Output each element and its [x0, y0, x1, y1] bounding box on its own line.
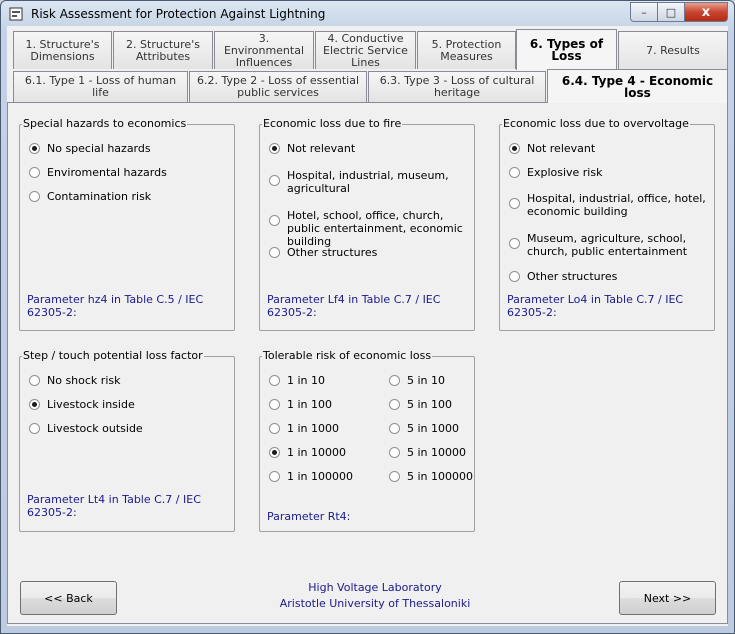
subtab-type2[interactable]: 6.2. Type 2 - Loss of essential public services	[189, 71, 367, 102]
radio-indicator	[509, 143, 520, 154]
radio-fire-hospital[interactable]	[269, 169, 464, 195]
app-icon	[9, 7, 23, 21]
radio-environmental-hazards[interactable]	[29, 166, 167, 179]
maximize-button[interactable]: □	[657, 2, 684, 22]
radio-indicator	[269, 215, 280, 226]
radio-label: Museum, agriculture, school, church, public entertainment	[527, 232, 688, 258]
radio-indicator	[269, 375, 280, 386]
radio-label: Enviromental hazards	[47, 166, 167, 179]
radio-indicator	[389, 375, 400, 386]
tab-types-of-loss[interactable]: 6. Types of Loss	[516, 29, 617, 70]
param-hz4: Parameter hz4 in Table C.5 / IEC 62305-2:	[27, 293, 204, 319]
radio-indicator	[389, 447, 400, 458]
radio-indicator	[509, 238, 520, 249]
radio-indicator	[509, 198, 520, 209]
radio-fire-hotel[interactable]	[269, 209, 464, 248]
radio-label: 1 in 100	[287, 398, 333, 411]
radio-label: 5 in 10	[407, 374, 446, 387]
radio-overvoltage-museum[interactable]	[509, 232, 709, 258]
radio-indicator	[29, 399, 40, 410]
radio-indicator	[29, 167, 40, 178]
radio-overvoltage-not-relevant[interactable]	[509, 142, 595, 155]
radio-indicator	[269, 175, 280, 186]
title-bar[interactable]	[1, 1, 734, 27]
param-lt4: Parameter Lt4 in Table C.7 / IEC 62305-2:	[27, 493, 201, 519]
radio-indicator	[29, 423, 40, 434]
back-button[interactable]: << Back	[20, 581, 117, 615]
radio-overvoltage-other[interactable]	[509, 270, 617, 283]
radio-label: Livestock outside	[47, 422, 143, 435]
radio-label: 5 in 100	[407, 398, 453, 411]
tab-conductive-lines[interactable]: 4. Conductive Electric Service Lines	[315, 31, 416, 69]
radio-1-in-10000[interactable]	[269, 446, 346, 459]
radio-5-in-100[interactable]	[389, 398, 452, 411]
radio-fire-other[interactable]	[269, 246, 377, 259]
radio-indicator	[269, 143, 280, 154]
subtab-type1[interactable]: 6.1. Type 1 - Loss of human life	[13, 71, 188, 102]
radio-label: 5 in 1000	[407, 422, 460, 435]
radio-no-shock-risk[interactable]	[29, 374, 120, 387]
subtab-type4[interactable]: 6.4. Type 4 - Economic loss	[547, 69, 728, 103]
radio-label: Other structures	[527, 270, 618, 283]
radio-label: Explosive risk	[527, 166, 603, 179]
radio-label: Other structures	[287, 246, 378, 259]
radio-indicator	[269, 423, 280, 434]
radio-contamination-risk[interactable]	[29, 190, 151, 203]
radio-indicator	[269, 447, 280, 458]
radio-label: 1 in 10000	[287, 446, 347, 459]
group-caption: Economic loss due to fire	[263, 117, 402, 130]
group-caption: Special hazards to economics	[23, 117, 187, 130]
radio-indicator	[509, 271, 520, 282]
radio-indicator	[269, 471, 280, 482]
radio-indicator	[509, 167, 520, 178]
radio-label: No special hazards	[47, 142, 151, 155]
lab-name: High Voltage Laboratory	[308, 581, 442, 594]
radio-5-in-1000[interactable]	[389, 422, 459, 435]
radio-overvoltage-hospital[interactable]	[509, 192, 709, 218]
param-rt4: Parameter Rt4:	[267, 510, 351, 523]
radio-label: No shock risk	[47, 374, 121, 387]
window-title: Risk Assessment for Protection Against Lightning	[31, 7, 326, 21]
radio-indicator	[29, 191, 40, 202]
group-caption: Tolerable risk of economic loss	[263, 349, 432, 362]
radio-label: Contamination risk	[47, 190, 152, 203]
radio-indicator	[269, 247, 280, 258]
radio-fire-not-relevant[interactable]	[269, 142, 355, 155]
radio-label: 1 in 10	[287, 374, 326, 387]
radio-1-in-100000[interactable]	[269, 470, 353, 483]
radio-label: Hotel, school, office, church, public entertainment, economic building	[287, 209, 463, 248]
radio-indicator	[389, 471, 400, 482]
tab-structure-dimensions[interactable]: 1. Structure's Dimensions	[13, 31, 112, 69]
radio-indicator	[269, 399, 280, 410]
radio-5-in-10000[interactable]	[389, 446, 466, 459]
university-name: Aristotle University of Thessaloniki	[279, 597, 471, 610]
radio-5-in-10[interactable]	[389, 374, 445, 387]
param-lf4: Parameter Lf4 in Table C.7 / IEC 62305-2:	[267, 293, 441, 319]
radio-indicator	[389, 423, 400, 434]
radio-label: Not relevant	[527, 142, 596, 155]
radio-label: Hospital, industrial, office, hotel, economic building	[527, 192, 706, 218]
radio-1-in-100[interactable]	[269, 398, 332, 411]
tab-structure-attributes[interactable]: 2. Structure's Attributes	[113, 31, 213, 69]
next-button[interactable]: Next >>	[619, 581, 716, 615]
radio-1-in-10[interactable]	[269, 374, 325, 387]
radio-livestock-inside[interactable]	[29, 398, 135, 411]
radio-indicator	[29, 143, 40, 154]
radio-label: 1 in 1000	[287, 422, 340, 435]
radio-label: Not relevant	[287, 142, 356, 155]
tab-protection-measures[interactable]: 5. Protection Measures	[417, 31, 516, 69]
radio-indicator	[29, 375, 40, 386]
close-button[interactable]: x	[684, 2, 728, 22]
group-caption: Step / touch potential loss factor	[23, 349, 203, 362]
subtab-type3[interactable]: 6.3. Type 3 - Loss of cultural heritage	[368, 71, 546, 102]
radio-label: Hospital, industrial, museum, agricultural	[287, 169, 449, 195]
radio-label: 5 in 100000	[407, 470, 474, 483]
tab-environmental-influences[interactable]: 3. Environmental Influences	[214, 31, 314, 69]
minimize-button[interactable]: –	[630, 2, 657, 22]
radio-5-in-100000[interactable]	[389, 470, 473, 483]
tab-results[interactable]: 7. Results	[618, 31, 728, 69]
radio-label: Livestock inside	[47, 398, 135, 411]
param-lo4: Parameter Lo4 in Table C.7 / IEC 62305-2:	[507, 293, 684, 319]
radio-indicator	[389, 399, 400, 410]
radio-no-special-hazards[interactable]	[29, 142, 151, 155]
radio-label: 5 in 10000	[407, 446, 467, 459]
radio-label: 1 in 100000	[287, 470, 354, 483]
group-caption: Economic loss due to overvoltage	[503, 117, 689, 130]
radio-overvoltage-explosive[interactable]	[509, 166, 602, 179]
radio-livestock-outside[interactable]	[29, 422, 143, 435]
radio-1-in-1000[interactable]	[269, 422, 339, 435]
